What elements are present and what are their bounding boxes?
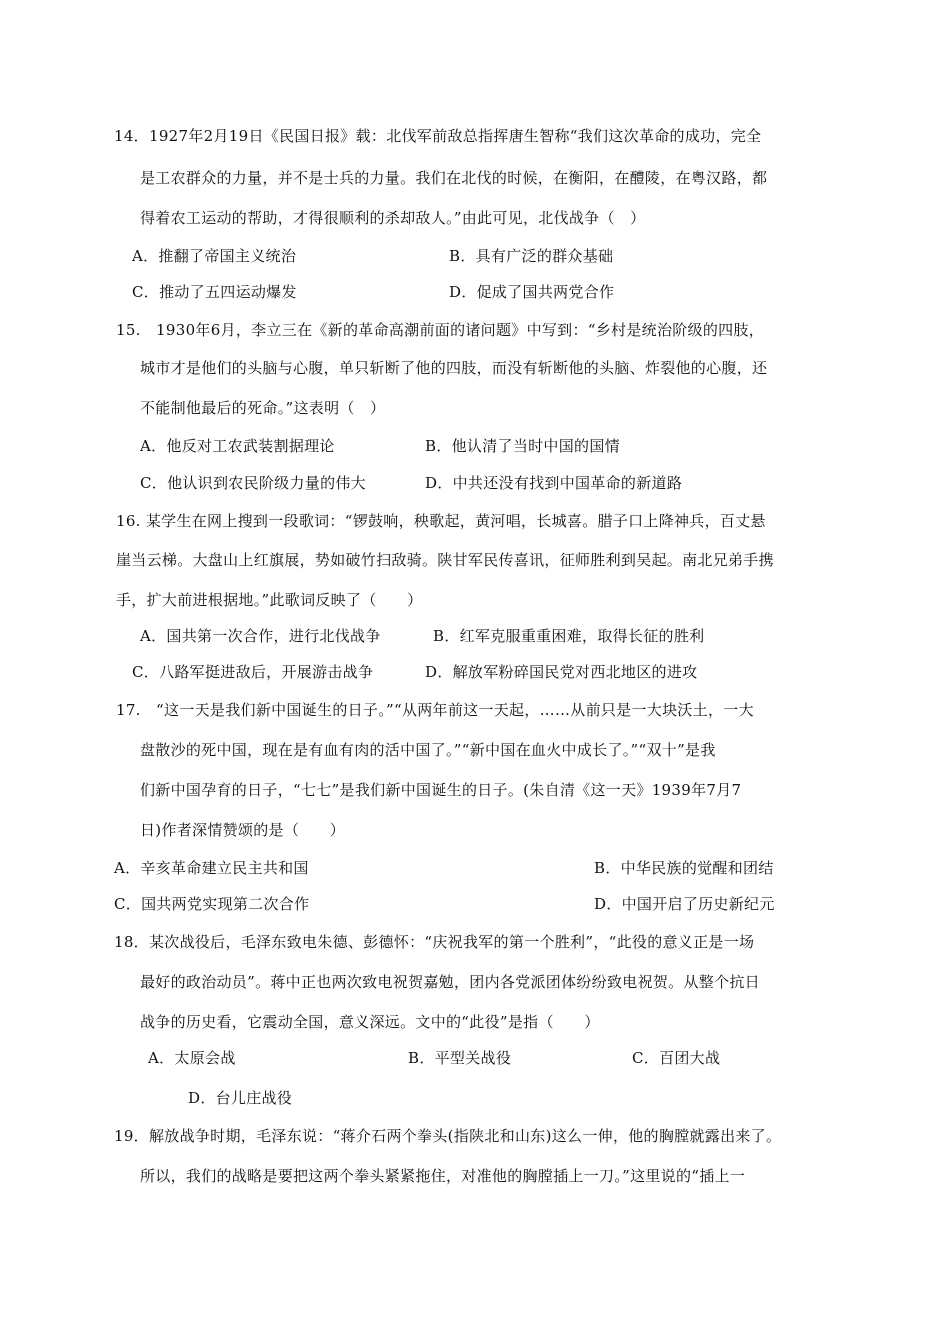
option-b[interactable]: B．红军克服重重困难，取得长征的胜利 bbox=[433, 627, 705, 645]
option-b[interactable]: B．中华民族的觉醒和团结 bbox=[594, 859, 774, 877]
option-d[interactable]: D．促成了国共两党合作 bbox=[449, 283, 615, 301]
question-text-line: 所以，我们的战略是要把这两个拳头紧紧拖住，对准他的胸膛插上一刀。”这里说的“插上一 bbox=[140, 1167, 746, 1185]
option-d[interactable]: D．中共还没有找到中国革命的新道路 bbox=[425, 474, 683, 492]
option-a[interactable]: A．推翻了帝国主义统治 bbox=[132, 247, 297, 265]
option-a[interactable]: A．他反对工农武装割据理论 bbox=[140, 437, 335, 455]
option-c[interactable]: C．八路军挺进敌后，开展游击战争 bbox=[132, 663, 374, 681]
question-text-line: 不能制他最后的死命。”这表明（ ） bbox=[140, 399, 386, 417]
question-text-line: 14．1927年2月19日《民国日报》载：北伐军前敌总指挥唐生智称“我们这次革命的成功，完全 bbox=[114, 127, 762, 145]
question-text-line: 18．某次战役后，毛泽东致电朱德、彭德怀：“庆祝我军的第一个胜利”，“此役的意义正是一场 bbox=[114, 933, 755, 951]
option-c[interactable]: C．他认识到农民阶级力量的伟大 bbox=[140, 474, 366, 492]
option-a[interactable]: A．太原会战 bbox=[148, 1049, 236, 1067]
question-text-line: 17. “这一天是我们新中国诞生的日子。”“从两年前这一天起，……从前只是一大块沃土，一大 bbox=[116, 701, 754, 719]
question-text-line: 城市才是他们的头脑与心腹，单只斩断了他的四肢，而没有斩断他的头脑、炸裂他的心腹，还 bbox=[140, 359, 768, 377]
option-b[interactable]: B．平型关战役 bbox=[408, 1049, 512, 1067]
question-text-line: 得着农工运动的帮助，才得很顺利的杀却敌人。”由此可见，北伐战争（ ） bbox=[140, 209, 646, 227]
option-b[interactable]: B．他认清了当时中国的国情 bbox=[425, 437, 620, 455]
option-d[interactable]: D．解放军粉碎国民党对西北地区的进攻 bbox=[425, 663, 698, 681]
option-b[interactable]: B．具有广泛的群众基础 bbox=[449, 247, 614, 265]
option-c[interactable]: C．国共两党实现第二次合作 bbox=[114, 895, 310, 913]
option-d[interactable]: D．中国开启了历史新纪元 bbox=[594, 895, 775, 913]
option-a[interactable]: A．辛亥革命建立民主共和国 bbox=[114, 859, 309, 877]
option-c[interactable]: C．推动了五四运动爆发 bbox=[132, 283, 297, 301]
option-a[interactable]: A．国共第一次合作，进行北伐战争 bbox=[140, 627, 381, 645]
question-text-line: 日)作者深情赞颂的是（ ） bbox=[140, 821, 346, 839]
question-text-line: 手，扩大前进根据地。”此歌词反映了（ ） bbox=[116, 591, 423, 609]
question-text-line: 15. 1930年6月，李立三在《新的革命高潮前面的诸问题》中写到：“乡村是统治阶级的四肢， bbox=[116, 321, 765, 339]
option-c[interactable]: C．百团大战 bbox=[632, 1049, 721, 1067]
option-d[interactable]: D．台儿庄战役 bbox=[188, 1089, 293, 1107]
question-text-line: 最好的政治动员”。蒋中正也两次致电祝贺嘉勉，团内各党派团体纷纷致电祝贺。从整个抗日 bbox=[140, 973, 760, 991]
question-text-line: 战争的历史看，它震动全国，意义深远。文中的“此役”是指（ ） bbox=[140, 1013, 600, 1031]
question-text-line: 16. 某学生在网上搜到一段歌词：“锣鼓响，秧歌起，黄河唱，长城喜。腊子口上降神兵，百丈悬 bbox=[116, 512, 766, 530]
question-text-line: 盘散沙的死中国，现在是有血有肉的活中国了。”“新中国在血火中成长了。”“双十”是我 bbox=[140, 741, 716, 759]
question-text-line: 崖当云梯。大盘山上红旗展，势如破竹扫敌骑。陕甘军民传喜讯，征师胜利到吴起。南北兄弟手携 bbox=[116, 551, 774, 569]
question-text-line: 19．解放战争时期，毛泽东说：“蒋介石两个拳头(指陕北和山东)这么一伸，他的胸膛就露出来了。 bbox=[114, 1127, 782, 1145]
question-text-line: 们新中国孕育的日子，“七七”是我们新中国诞生的日子。(朱自清《这一天》1939年7月7 bbox=[140, 781, 742, 799]
question-text-line: 是工农群众的力量，并不是士兵的力量。我们在北伐的时候，在衡阳，在醴陵，在粤汉路，都 bbox=[140, 169, 768, 187]
